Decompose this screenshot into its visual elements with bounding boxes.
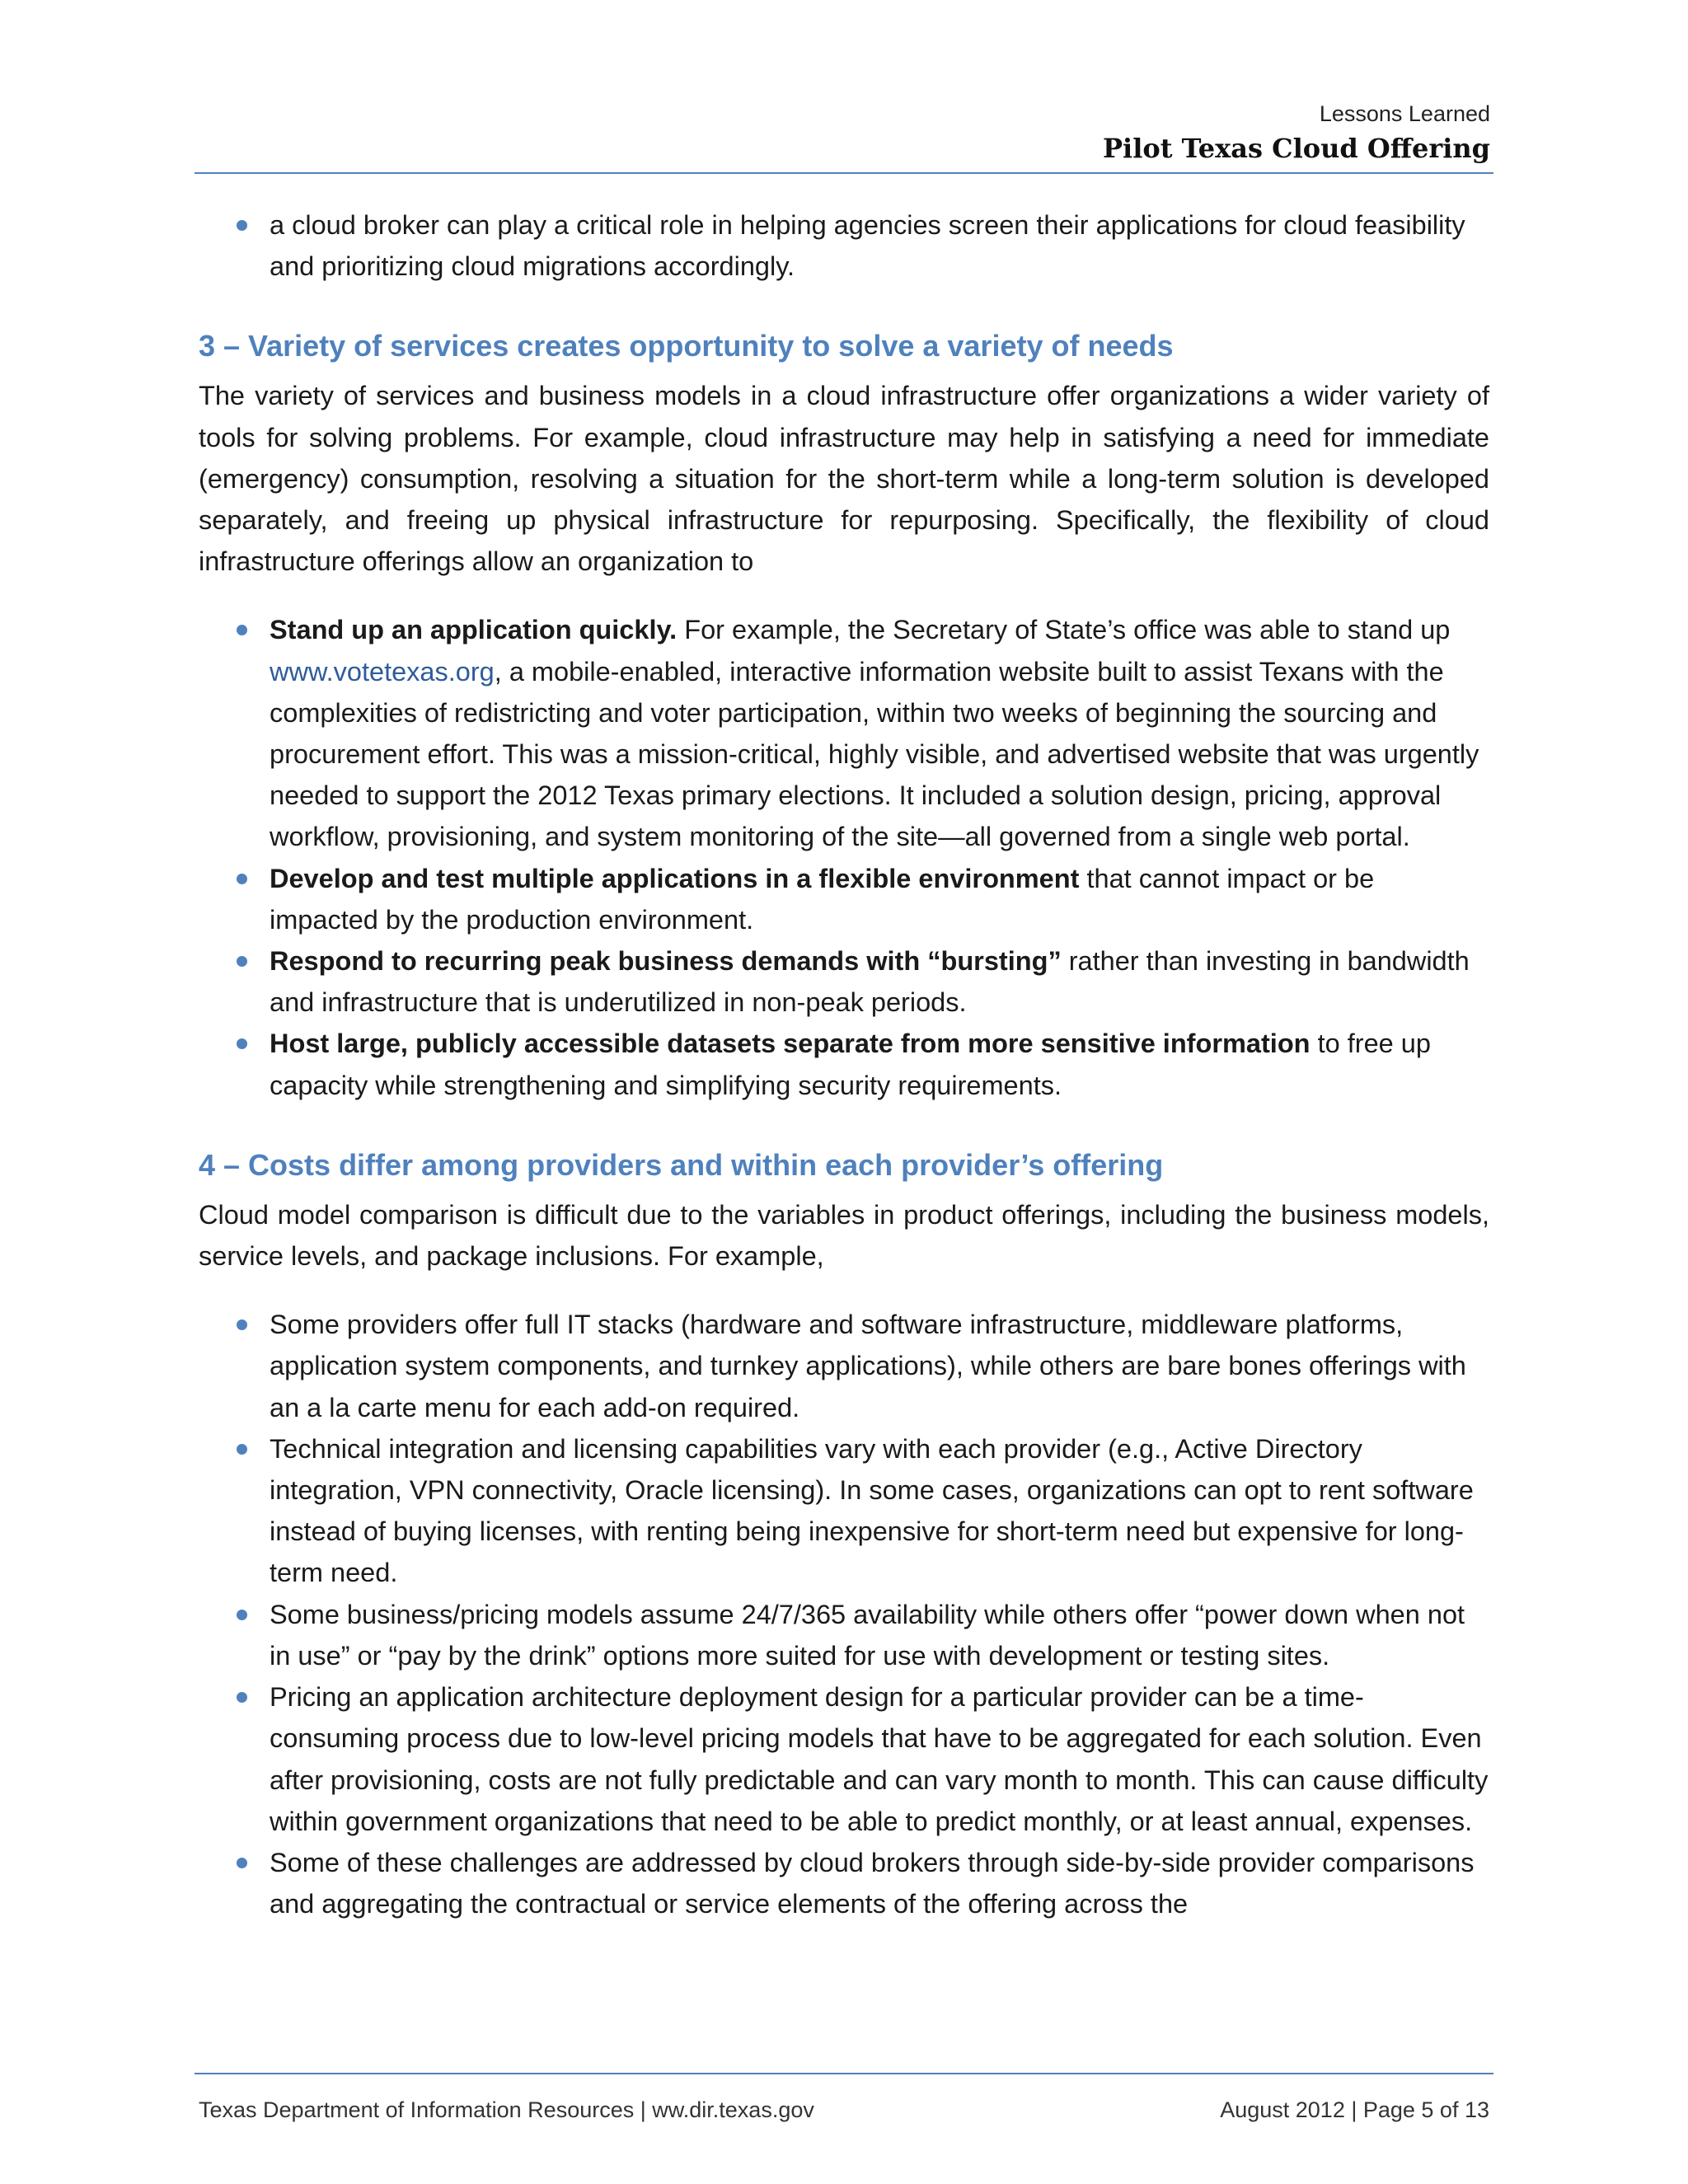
bullet-icon [237,1610,247,1620]
bullet-icon [237,1319,247,1330]
header-section-label: Lessons Learned [1319,101,1490,126]
header-document-title: Pilot Texas Cloud Offering [1102,133,1490,164]
section-4-paragraph: Cloud model comparison is difficult due to the variables in product offerings, including the business models, service levels, and package inclusions. For example, [199,1199,1489,1272]
bullet-text: Some of these challenges are addressed by cloud brokers through side-by-side provider comparisons and aggregating the contractual or service elements of the offering across the [270,1847,1475,1919]
list-item [199,1842,1489,1924]
bullet-bold-lead: Stand up an application quickly. [270,615,678,645]
list-item [199,609,1489,857]
bullet-text: For example, the Secretary of State’s office was able to stand up [677,615,1451,645]
list-item [199,1676,1489,1842]
list-item [199,1023,1489,1105]
section-3-bullet-list [199,609,1489,1105]
bullet-text: rather than investing in bandwidth and infrastructure that is underutilized in non-peak periods. [270,946,1470,1018]
votetexas-link[interactable]: www.votetexas.org [270,656,495,687]
bullet-icon [237,220,247,231]
footer-divider [195,2073,1493,2074]
bullet-icon [237,1692,247,1703]
bullet-icon [237,874,247,884]
footer-organization: Texas Department of Information Resources | ww.dir.texas.gov [199,2097,814,2122]
page-body [199,204,1489,1924]
bullet-text: Some business/pricing models assume 24/7/365 availability while others offer “power down when not in use” or “pay by the drink” options more suited for use with development or testing sites. [270,1599,1465,1671]
bullet-bold-lead: Develop and test multiple applications in a flexible environment [270,863,1080,893]
section-4-heading: 4 – Costs differ among providers and within each provider’s offering [199,1147,1164,1182]
section-3-heading: 3 – Variety of services creates opportunity to solve a variety of needs [199,329,1174,363]
bullet-text: Some providers offer full IT stacks (hardware and software infrastructure, middleware platforms, application system components, and turnkey applications), while others are bare bones offerings with an a la carte menu for each add-on required. [270,1310,1466,1422]
list-item [199,204,1489,287]
bullet-icon [237,956,247,967]
bullet-text: Technical integration and licensing capabilities vary with each provider (e.g., Active Directory integration, VPN connectivity, Oracle licensing). In some cases, organizations can opt to rent software instead of buying licenses, with renting being inexpensive for short-term need but expensive for long-term need. [270,1433,1474,1588]
section-3-paragraph: The variety of services and business models in a cloud infrastructure offer organizations a wider variety of tools for solving problems. For example, cloud infrastructure may help in satisfying a need for immediate (emergency) consumption, resolving a situation for the short-term while a long-term solution is developed separately, and freeing up physical infrastructure for repurposing. Specifically, the flexibility of cloud infrastructure offerings allow an organization to [199,381,1489,577]
bullet-text: Pricing an application architecture deployment design for a particular provider can be a time-consuming process due to low-level pricing models that have to be aggregated for each solution. Even after provisioning, costs are not fully predictable and can vary month to month. This can cause difficulty within government organizations that need to be able to predict monthly, or at least annual, expenses. [270,1682,1489,1836]
bullet-icon [237,1038,247,1049]
header-divider [195,172,1493,174]
bullet-text: a cloud broker can play a critical role in helping agencies screen their applications for cloud feasibility and prioritizing cloud migrations accordingly. [270,210,1465,282]
footer-date-page-number: August 2012 | Page 5 of 13 [1220,2097,1489,2122]
bullet-icon [237,1444,247,1455]
list-item [199,858,1489,940]
bullet-text: , a mobile-enabled, interactive information website built to assist Texans with the complexities of redistricting and voter participation, within two weeks of beginning the sourcing and procurement effort. This was a mission-critical, highly visible, and advertised website that was urgently needed to support the 2012 Texas primary elections. It included a solution design, pricing, approval workflow, provisioning, and system monitoring of the site—all governed from a single web portal. [270,656,1479,852]
bullet-icon [237,625,247,635]
list-item [199,1304,1489,1428]
bullet-bold-lead: Respond to recurring peak business demands with “bursting” [270,946,1062,977]
intro-bullet-list [199,204,1489,287]
list-item [199,1594,1489,1676]
list-item [199,1428,1489,1594]
bullet-text: that cannot impact or be impacted by the production environment. [270,863,1375,935]
section-4-bullet-list [199,1304,1489,1924]
list-item [199,940,1489,1023]
bullet-text: to free up capacity while strengthening and simplifying security requirements. [270,1029,1431,1100]
bullet-bold-lead: Host large, publicly accessible datasets separate from more sensitive information [270,1029,1311,1059]
bullet-icon [237,1858,247,1868]
running-header [1103,97,1490,166]
